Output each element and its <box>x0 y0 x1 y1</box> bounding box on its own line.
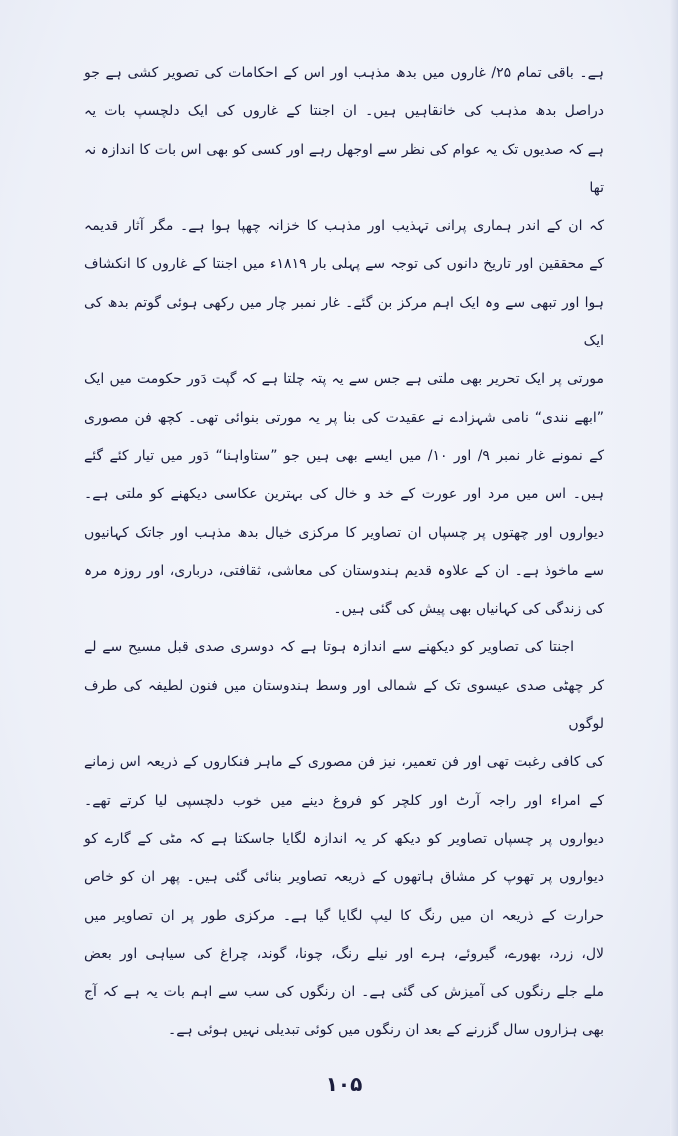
text-line: دراصل بدھ مذہب کی خانقاہیں ہیں۔ ان اجنتا کے غاروں کی ایک دلچسپ بات یہ <box>84 103 604 120</box>
text-line: مورتی پر ایک تحریر بھی ملتی ہے جس سے یہ پتہ چلتا ہے کہ گپت دَور حکومت میں ایک <box>84 371 604 388</box>
text-line: حرارت کے ذریعہ ان میں رنگ کا لیپ لگایا گیا ہے۔ مرکزی طور پر ان تصاویر میں <box>84 907 604 924</box>
text-line-paragraph-end: بھی ہزاروں سال گزرنے کے بعد ان رنگوں میں کوئی تبدیلی نہیں ہوئی ہے۔ <box>168 1022 604 1039</box>
text-line: سے ماخوذ ہے۔ ان کے علاوہ قدیم ہندوستان کی معاشی، ثقافتی، درباری، اور روزہ مرہ <box>84 562 604 579</box>
text-line: کے نمونے غار نمبر ۹/ اور ۱۰/ میں ایسے بھی ہیں جو ”ستاواہنا“ دَور میں تیار کئے گئے <box>84 447 605 464</box>
page-edge <box>670 0 678 1136</box>
text-line: لال، زرد، بھورے، گیروئے، ہرے اور نیلے رنگ، چونا، گوند، چراغ کی سیاہی اور بعض <box>84 945 604 962</box>
text-line: دیواروں پر تھوپ کر مشاق ہاتھوں کے ذریعہ تصاویر بنائی گئی ہیں۔ پھر ان کو خاص <box>84 869 604 886</box>
text-line: ہے کہ صدیوں تک یہ عوام کی نظر سے اوجھل رہے اور کسی کو بھی اس بات کا اندازہ نہ تھا <box>84 141 604 196</box>
text-line: ہوا اور تبھی سے وہ ایک اہم مرکز بن گئے۔ غار نمبر چار میں رکھی ہوئی گوتم بدھ کی ایک <box>84 294 604 350</box>
body-text <box>84 54 604 1050</box>
text-line: ہیں۔ اس میں مرد اور عورت کے خد و خال کی بہترین عکاسی دیکھنے کو ملتی ہے۔ <box>84 486 604 503</box>
text-line: کے محققین اور تاریخ دانوں کی توجہ سے پہلی بار ۱۸۱۹ء میں اجنتا کے غاروں کا انکشاف <box>84 256 604 273</box>
text-line: دیواروں پر چسپاں تصاویر کو دیکھ کر یہ اندازہ لگایا جاسکتا ہے کہ مٹی کے گارے کو <box>84 830 604 847</box>
text-line-paragraph-start: اجنتا کی تصاویر کو دیکھنے سے اندازہ ہوتا ہے کہ دوسری صدی قبل مسیح سے لے <box>84 639 574 656</box>
text-line: ”ابھے نندی“ نامی شہزادے نے عقیدت کی بنا پر یہ مورتی بنوائی تھی۔ کچھ فن مصوری <box>84 409 604 426</box>
text-line: کہ ان کے اندر ہماری پرانی تہذیب اور مذہب کا خزانہ چھپا ہوا ہے۔ مگر آثار قدیمہ <box>84 218 604 235</box>
text-line: ہے۔ باقی تمام ۲۵/ غاروں میں بدھ مذہب اور اس کے احکامات کی تصویر کشی ہے جو <box>84 65 604 81</box>
text-line: کر چھٹی صدی عیسوی تک کے شمالی اور وسط ہندوستان میں فنون لطیفہ کی طرف لوگوں <box>84 677 604 733</box>
text-line: ملے جلے رنگوں کی آمیزش کی گئی ہے۔ ان رنگوں کی سب سے اہم بات یہ ہے کہ آج <box>84 984 604 1001</box>
page-number: ۱۰۵ <box>325 1071 363 1096</box>
text-line: کے امراء اور راجہ آرٹ اور کلچر کو فروغ دینے میں خوب دلچسپی لیا کرتے تھے۔ <box>84 792 604 809</box>
text-line: دیواروں اور چھتوں پر چسپاں ان تصاویر کا مرکزی خیال بدھ مذہب اور جاتک کہانیوں <box>84 524 604 541</box>
text-line: کی کافی رغبت تھی اور فن تعمیر، نیز فن مصوری کے ماہر فنکاروں کے ذریعہ اس زمانے <box>84 754 604 771</box>
text-line-paragraph-end: کی زندگی کی کہانیاں بھی پیش کی گئی ہیں۔ <box>333 601 604 618</box>
